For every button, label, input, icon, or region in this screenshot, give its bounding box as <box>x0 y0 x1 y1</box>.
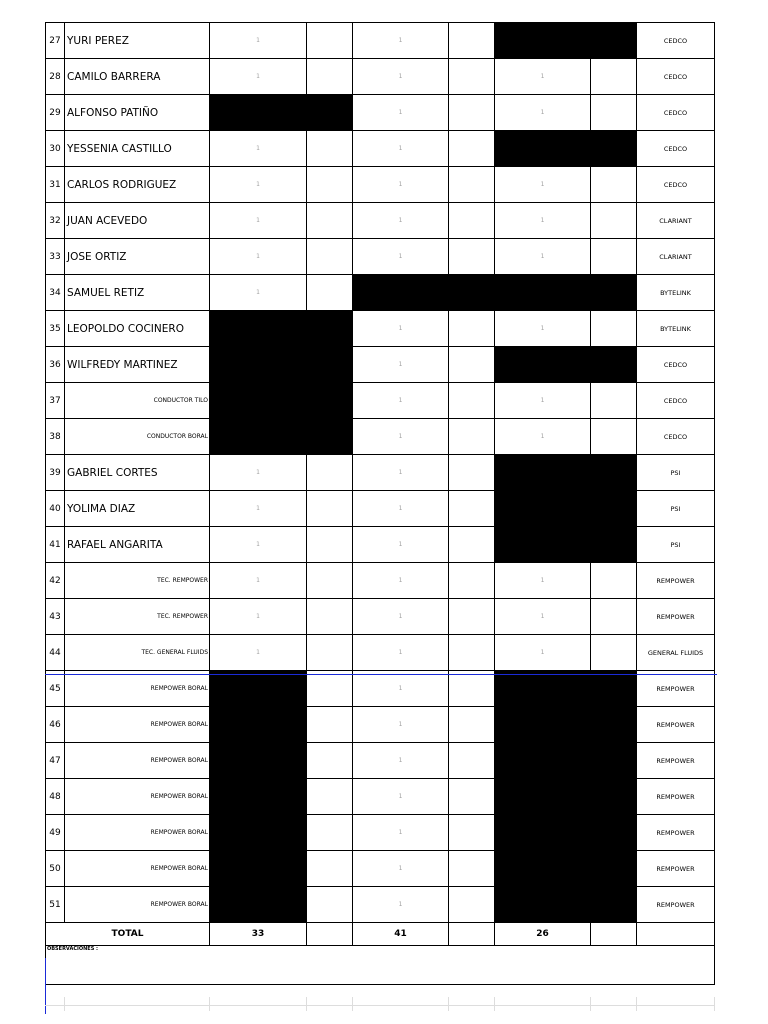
empty-cell[interactable] <box>449 347 495 383</box>
person-name[interactable]: CONDUCTOR TILO <box>65 383 210 419</box>
company-name[interactable]: CEDCO <box>637 23 715 59</box>
selection-line <box>45 674 717 675</box>
blocked-cell[interactable] <box>210 851 307 887</box>
table-row <box>46 95 715 131</box>
attendance-mark[interactable]: 1 <box>210 167 307 203</box>
empty-cell[interactable] <box>449 599 495 635</box>
empty-cell[interactable] <box>449 455 495 491</box>
attendance-mark[interactable]: 1 <box>495 635 591 671</box>
attendance-mark[interactable]: 1 <box>353 203 449 239</box>
company-name[interactable]: CEDCO <box>637 95 715 131</box>
empty-cell[interactable] <box>307 563 353 599</box>
blocked-cell[interactable] <box>495 527 637 563</box>
empty-cell[interactable] <box>307 23 353 59</box>
blocked-cell[interactable] <box>495 131 637 167</box>
table-row <box>46 743 715 779</box>
attendance-mark[interactable]: 1 <box>495 167 591 203</box>
company-name[interactable]: CEDCO <box>637 383 715 419</box>
company-name[interactable]: REMPOWER <box>637 887 715 923</box>
empty-cell[interactable] <box>449 95 495 131</box>
person-name[interactable]: CARLOS RODRIGUEZ <box>65 167 210 203</box>
company-name[interactable]: PSI <box>637 455 715 491</box>
row-number: 36 <box>46 347 65 383</box>
empty-cell[interactable] <box>449 311 495 347</box>
blocked-cell[interactable] <box>210 383 353 419</box>
empty-cell[interactable] <box>307 599 353 635</box>
company-name[interactable]: CLARIANT <box>637 203 715 239</box>
attendance-mark[interactable]: 1 <box>495 239 591 275</box>
row-number: 34 <box>46 275 65 311</box>
row-number: 30 <box>46 131 65 167</box>
empty-cell[interactable] <box>591 383 637 419</box>
row-number: 50 <box>46 851 65 887</box>
table-row <box>46 491 715 527</box>
person-name[interactable]: JOSE ORTIZ <box>65 239 210 275</box>
person-name[interactable]: RAFAEL ANGARITA <box>65 527 210 563</box>
table-row <box>46 779 715 815</box>
attendance-mark[interactable]: 1 <box>353 635 449 671</box>
empty-cell[interactable] <box>591 203 637 239</box>
attendance-mark[interactable]: 1 <box>353 779 449 815</box>
table-row <box>46 563 715 599</box>
blocked-cell[interactable] <box>210 779 307 815</box>
table-row <box>46 455 715 491</box>
blocked-cell[interactable] <box>210 887 307 923</box>
empty-cell[interactable] <box>449 815 495 851</box>
person-name[interactable]: SAMUEL RETIZ <box>65 275 210 311</box>
table-body <box>46 23 715 923</box>
attendance-mark[interactable]: 1 <box>495 563 591 599</box>
blocked-cell[interactable] <box>495 347 637 383</box>
empty-cell[interactable] <box>307 59 353 95</box>
empty-cell[interactable] <box>591 95 637 131</box>
person-name[interactable]: CONDUCTOR BORAL <box>65 419 210 455</box>
attendance-mark[interactable]: 1 <box>353 815 449 851</box>
attendance-mark[interactable]: 1 <box>353 851 449 887</box>
attendance-mark[interactable]: 1 <box>210 59 307 95</box>
empty-cell[interactable] <box>307 275 353 311</box>
person-name[interactable]: REMPOWER BORAL <box>65 743 210 779</box>
company-name[interactable]: REMPOWER <box>637 779 715 815</box>
company-name[interactable]: CEDCO <box>637 131 715 167</box>
row-number: 41 <box>46 527 65 563</box>
attendance-mark[interactable]: 1 <box>353 707 449 743</box>
person-name[interactable]: JUAN ACEVEDO <box>65 203 210 239</box>
person-name[interactable]: ALFONSO PATIÑO <box>65 95 210 131</box>
company-name[interactable]: REMPOWER <box>637 815 715 851</box>
empty-cell[interactable] <box>449 59 495 95</box>
person-name[interactable]: TEC. REMPOWER <box>65 599 210 635</box>
table-row <box>46 671 715 707</box>
table-row <box>46 203 715 239</box>
person-name[interactable]: WILFREDY MARTINEZ <box>65 347 210 383</box>
attendance-mark[interactable]: 1 <box>495 311 591 347</box>
footer-gridlines <box>45 997 714 1011</box>
attendance-mark[interactable]: 1 <box>353 419 449 455</box>
attendance-mark[interactable]: 1 <box>495 599 591 635</box>
blocked-cell[interactable] <box>210 347 353 383</box>
empty-cell[interactable] <box>591 419 637 455</box>
attendance-mark[interactable]: 1 <box>353 311 449 347</box>
person-name[interactable]: CAMILO BARRERA <box>65 59 210 95</box>
person-name[interactable]: REMPOWER BORAL <box>65 779 210 815</box>
empty-cell[interactable] <box>307 707 353 743</box>
blocked-cell[interactable] <box>210 419 353 455</box>
company-name[interactable]: PSI <box>637 491 715 527</box>
blocked-cell[interactable] <box>210 671 307 707</box>
blocked-cell[interactable] <box>495 707 637 743</box>
row-number: 40 <box>46 491 65 527</box>
company-name[interactable]: BYTELINK <box>637 311 715 347</box>
attendance-mark[interactable]: 1 <box>353 671 449 707</box>
person-name[interactable]: REMPOWER BORAL <box>65 707 210 743</box>
row-number: 33 <box>46 239 65 275</box>
empty-cell[interactable] <box>449 167 495 203</box>
table-row <box>46 635 715 671</box>
empty-cell[interactable] <box>449 383 495 419</box>
empty-cell[interactable] <box>307 887 353 923</box>
observations-row <box>46 946 715 985</box>
attendance-mark[interactable]: 1 <box>495 95 591 131</box>
row-number: 48 <box>46 779 65 815</box>
empty-cell[interactable] <box>307 815 353 851</box>
blocked-cell[interactable] <box>495 779 637 815</box>
attendance-table <box>45 22 715 985</box>
row-number: 45 <box>46 671 65 707</box>
attendance-mark[interactable]: 1 <box>495 59 591 95</box>
empty-cell[interactable] <box>449 491 495 527</box>
attendance-mark[interactable]: 1 <box>353 455 449 491</box>
company-name[interactable]: REMPOWER <box>637 671 715 707</box>
table-row <box>46 59 715 95</box>
company-name[interactable]: PSI <box>637 527 715 563</box>
blocked-cell[interactable] <box>495 671 637 707</box>
row-number: 42 <box>46 563 65 599</box>
empty-cell[interactable] <box>591 599 637 635</box>
company-name[interactable]: CEDCO <box>637 167 715 203</box>
row-number: 46 <box>46 707 65 743</box>
blocked-cell[interactable] <box>495 887 637 923</box>
table-row <box>46 311 715 347</box>
row-number: 35 <box>46 311 65 347</box>
table-row <box>46 131 715 167</box>
blocked-cell[interactable] <box>495 455 637 491</box>
table-row <box>46 23 715 59</box>
table-row <box>46 239 715 275</box>
table-row <box>46 527 715 563</box>
total-col2: 41 <box>353 923 449 946</box>
table-row <box>46 383 715 419</box>
attendance-mark[interactable]: 1 <box>210 131 307 167</box>
empty-cell[interactable] <box>307 635 353 671</box>
empty-cell[interactable] <box>449 635 495 671</box>
empty-cell[interactable] <box>307 743 353 779</box>
attendance-mark[interactable]: 1 <box>210 563 307 599</box>
table-row <box>46 347 715 383</box>
blocked-cell[interactable] <box>210 815 307 851</box>
attendance-mark[interactable]: 1 <box>353 59 449 95</box>
empty-cell[interactable] <box>449 23 495 59</box>
row-number: 44 <box>46 635 65 671</box>
person-name[interactable]: YESSENIA CASTILLO <box>65 131 210 167</box>
table-row <box>46 419 715 455</box>
attendance-mark[interactable]: 1 <box>495 383 591 419</box>
empty-cell[interactable] <box>591 311 637 347</box>
company-name[interactable]: REMPOWER <box>637 563 715 599</box>
empty-cell[interactable] <box>449 779 495 815</box>
attendance-mark[interactable]: 1 <box>353 743 449 779</box>
empty-cell[interactable] <box>591 563 637 599</box>
attendance-mark[interactable]: 1 <box>353 383 449 419</box>
company-name[interactable]: REMPOWER <box>637 599 715 635</box>
empty-cell[interactable] <box>591 635 637 671</box>
attendance-mark[interactable]: 1 <box>353 527 449 563</box>
attendance-mark[interactable]: 1 <box>210 491 307 527</box>
attendance-mark[interactable]: 1 <box>353 167 449 203</box>
row-number: 51 <box>46 887 65 923</box>
attendance-mark[interactable]: 1 <box>353 599 449 635</box>
empty-cell[interactable] <box>307 491 353 527</box>
empty-cell[interactable] <box>307 455 353 491</box>
total-col1: 33 <box>210 923 307 946</box>
row-number: 49 <box>46 815 65 851</box>
company-name[interactable]: CEDCO <box>637 419 715 455</box>
row-number: 29 <box>46 95 65 131</box>
table-row <box>46 167 715 203</box>
person-name[interactable]: REMPOWER BORAL <box>65 671 210 707</box>
blocked-cell[interactable] <box>495 851 637 887</box>
row-number: 31 <box>46 167 65 203</box>
company-name[interactable]: BYTELINK <box>637 275 715 311</box>
empty-cell[interactable] <box>307 671 353 707</box>
row-number: 27 <box>46 23 65 59</box>
empty-cell[interactable] <box>307 239 353 275</box>
row-number: 37 <box>46 383 65 419</box>
attendance-mark[interactable]: 1 <box>353 491 449 527</box>
empty-cell[interactable] <box>307 527 353 563</box>
person-name[interactable]: TEC. GENERAL FLUIDS <box>65 635 210 671</box>
person-name[interactable]: GABRIEL CORTES <box>65 455 210 491</box>
attendance-mark[interactable]: 1 <box>353 95 449 131</box>
empty-cell[interactable] <box>449 131 495 167</box>
blocked-cell[interactable] <box>210 311 353 347</box>
empty-cell[interactable] <box>449 419 495 455</box>
row-number: 43 <box>46 599 65 635</box>
attendance-mark[interactable]: 1 <box>353 23 449 59</box>
blocked-cell[interactable] <box>210 95 353 131</box>
attendance-mark[interactable]: 1 <box>210 23 307 59</box>
table-row <box>46 707 715 743</box>
empty-cell[interactable] <box>591 59 637 95</box>
person-name[interactable]: REMPOWER BORAL <box>65 887 210 923</box>
empty-cell[interactable] <box>307 131 353 167</box>
empty-cell[interactable] <box>307 167 353 203</box>
empty-cell[interactable] <box>449 671 495 707</box>
attendance-mark[interactable]: 1 <box>210 203 307 239</box>
company-name[interactable]: REMPOWER <box>637 851 715 887</box>
company-name[interactable]: CEDCO <box>637 59 715 95</box>
empty-cell[interactable] <box>449 527 495 563</box>
attendance-mark[interactable]: 1 <box>353 887 449 923</box>
total-label: TOTAL <box>46 923 210 946</box>
attendance-mark[interactable]: 1 <box>210 599 307 635</box>
blocked-cell[interactable] <box>210 707 307 743</box>
empty-cell[interactable] <box>449 743 495 779</box>
attendance-mark[interactable]: 1 <box>353 563 449 599</box>
empty-cell[interactable] <box>591 167 637 203</box>
empty-cell[interactable] <box>307 203 353 239</box>
empty-cell[interactable] <box>449 707 495 743</box>
attendance-mark[interactable]: 1 <box>495 419 591 455</box>
table-row <box>46 815 715 851</box>
company-name[interactable]: CLARIANT <box>637 239 715 275</box>
table-row <box>46 851 715 887</box>
empty-cell[interactable] <box>449 239 495 275</box>
row-number: 38 <box>46 419 65 455</box>
attendance-mark[interactable]: 1 <box>353 239 449 275</box>
blocked-cell[interactable] <box>495 815 637 851</box>
company-name[interactable]: REMPOWER <box>637 707 715 743</box>
observations-label[interactable]: OBSERVACIONES : <box>46 946 715 985</box>
blocked-cell[interactable] <box>495 491 637 527</box>
attendance-mark[interactable]: 1 <box>495 203 591 239</box>
person-name[interactable]: TEC. REMPOWER <box>65 563 210 599</box>
blocked-cell[interactable] <box>495 743 637 779</box>
table-row <box>46 887 715 923</box>
empty-cell[interactable] <box>449 887 495 923</box>
total-col3: 26 <box>495 923 591 946</box>
attendance-mark[interactable]: 1 <box>353 131 449 167</box>
empty-cell[interactable] <box>591 239 637 275</box>
row-number: 32 <box>46 203 65 239</box>
row-number: 47 <box>46 743 65 779</box>
attendance-sheet <box>45 22 714 985</box>
empty-cell[interactable] <box>449 563 495 599</box>
empty-cell[interactable] <box>307 851 353 887</box>
row-number: 28 <box>46 59 65 95</box>
person-name[interactable]: YURI PEREZ <box>65 23 210 59</box>
person-name[interactable]: YOLIMA DIAZ <box>65 491 210 527</box>
empty-cell[interactable] <box>449 851 495 887</box>
blocked-cell[interactable] <box>210 743 307 779</box>
company-name[interactable]: GENERAL FLUIDS <box>637 635 715 671</box>
empty-cell[interactable] <box>449 203 495 239</box>
person-name[interactable]: REMPOWER BORAL <box>65 815 210 851</box>
company-name[interactable]: REMPOWER <box>637 743 715 779</box>
attendance-mark[interactable]: 1 <box>210 275 307 311</box>
total-row <box>46 923 715 946</box>
blocked-cell[interactable] <box>353 275 637 311</box>
table-row <box>46 275 715 311</box>
person-name[interactable]: REMPOWER BORAL <box>65 851 210 887</box>
blocked-cell[interactable] <box>495 23 637 59</box>
table-row <box>46 599 715 635</box>
attendance-mark[interactable]: 1 <box>353 347 449 383</box>
row-number: 39 <box>46 455 65 491</box>
person-name[interactable]: LEOPOLDO COCINERO <box>65 311 210 347</box>
attendance-mark[interactable]: 1 <box>210 455 307 491</box>
empty-cell[interactable] <box>307 779 353 815</box>
attendance-mark[interactable]: 1 <box>210 527 307 563</box>
attendance-mark[interactable]: 1 <box>210 239 307 275</box>
company-name[interactable]: CEDCO <box>637 347 715 383</box>
attendance-mark[interactable]: 1 <box>210 635 307 671</box>
